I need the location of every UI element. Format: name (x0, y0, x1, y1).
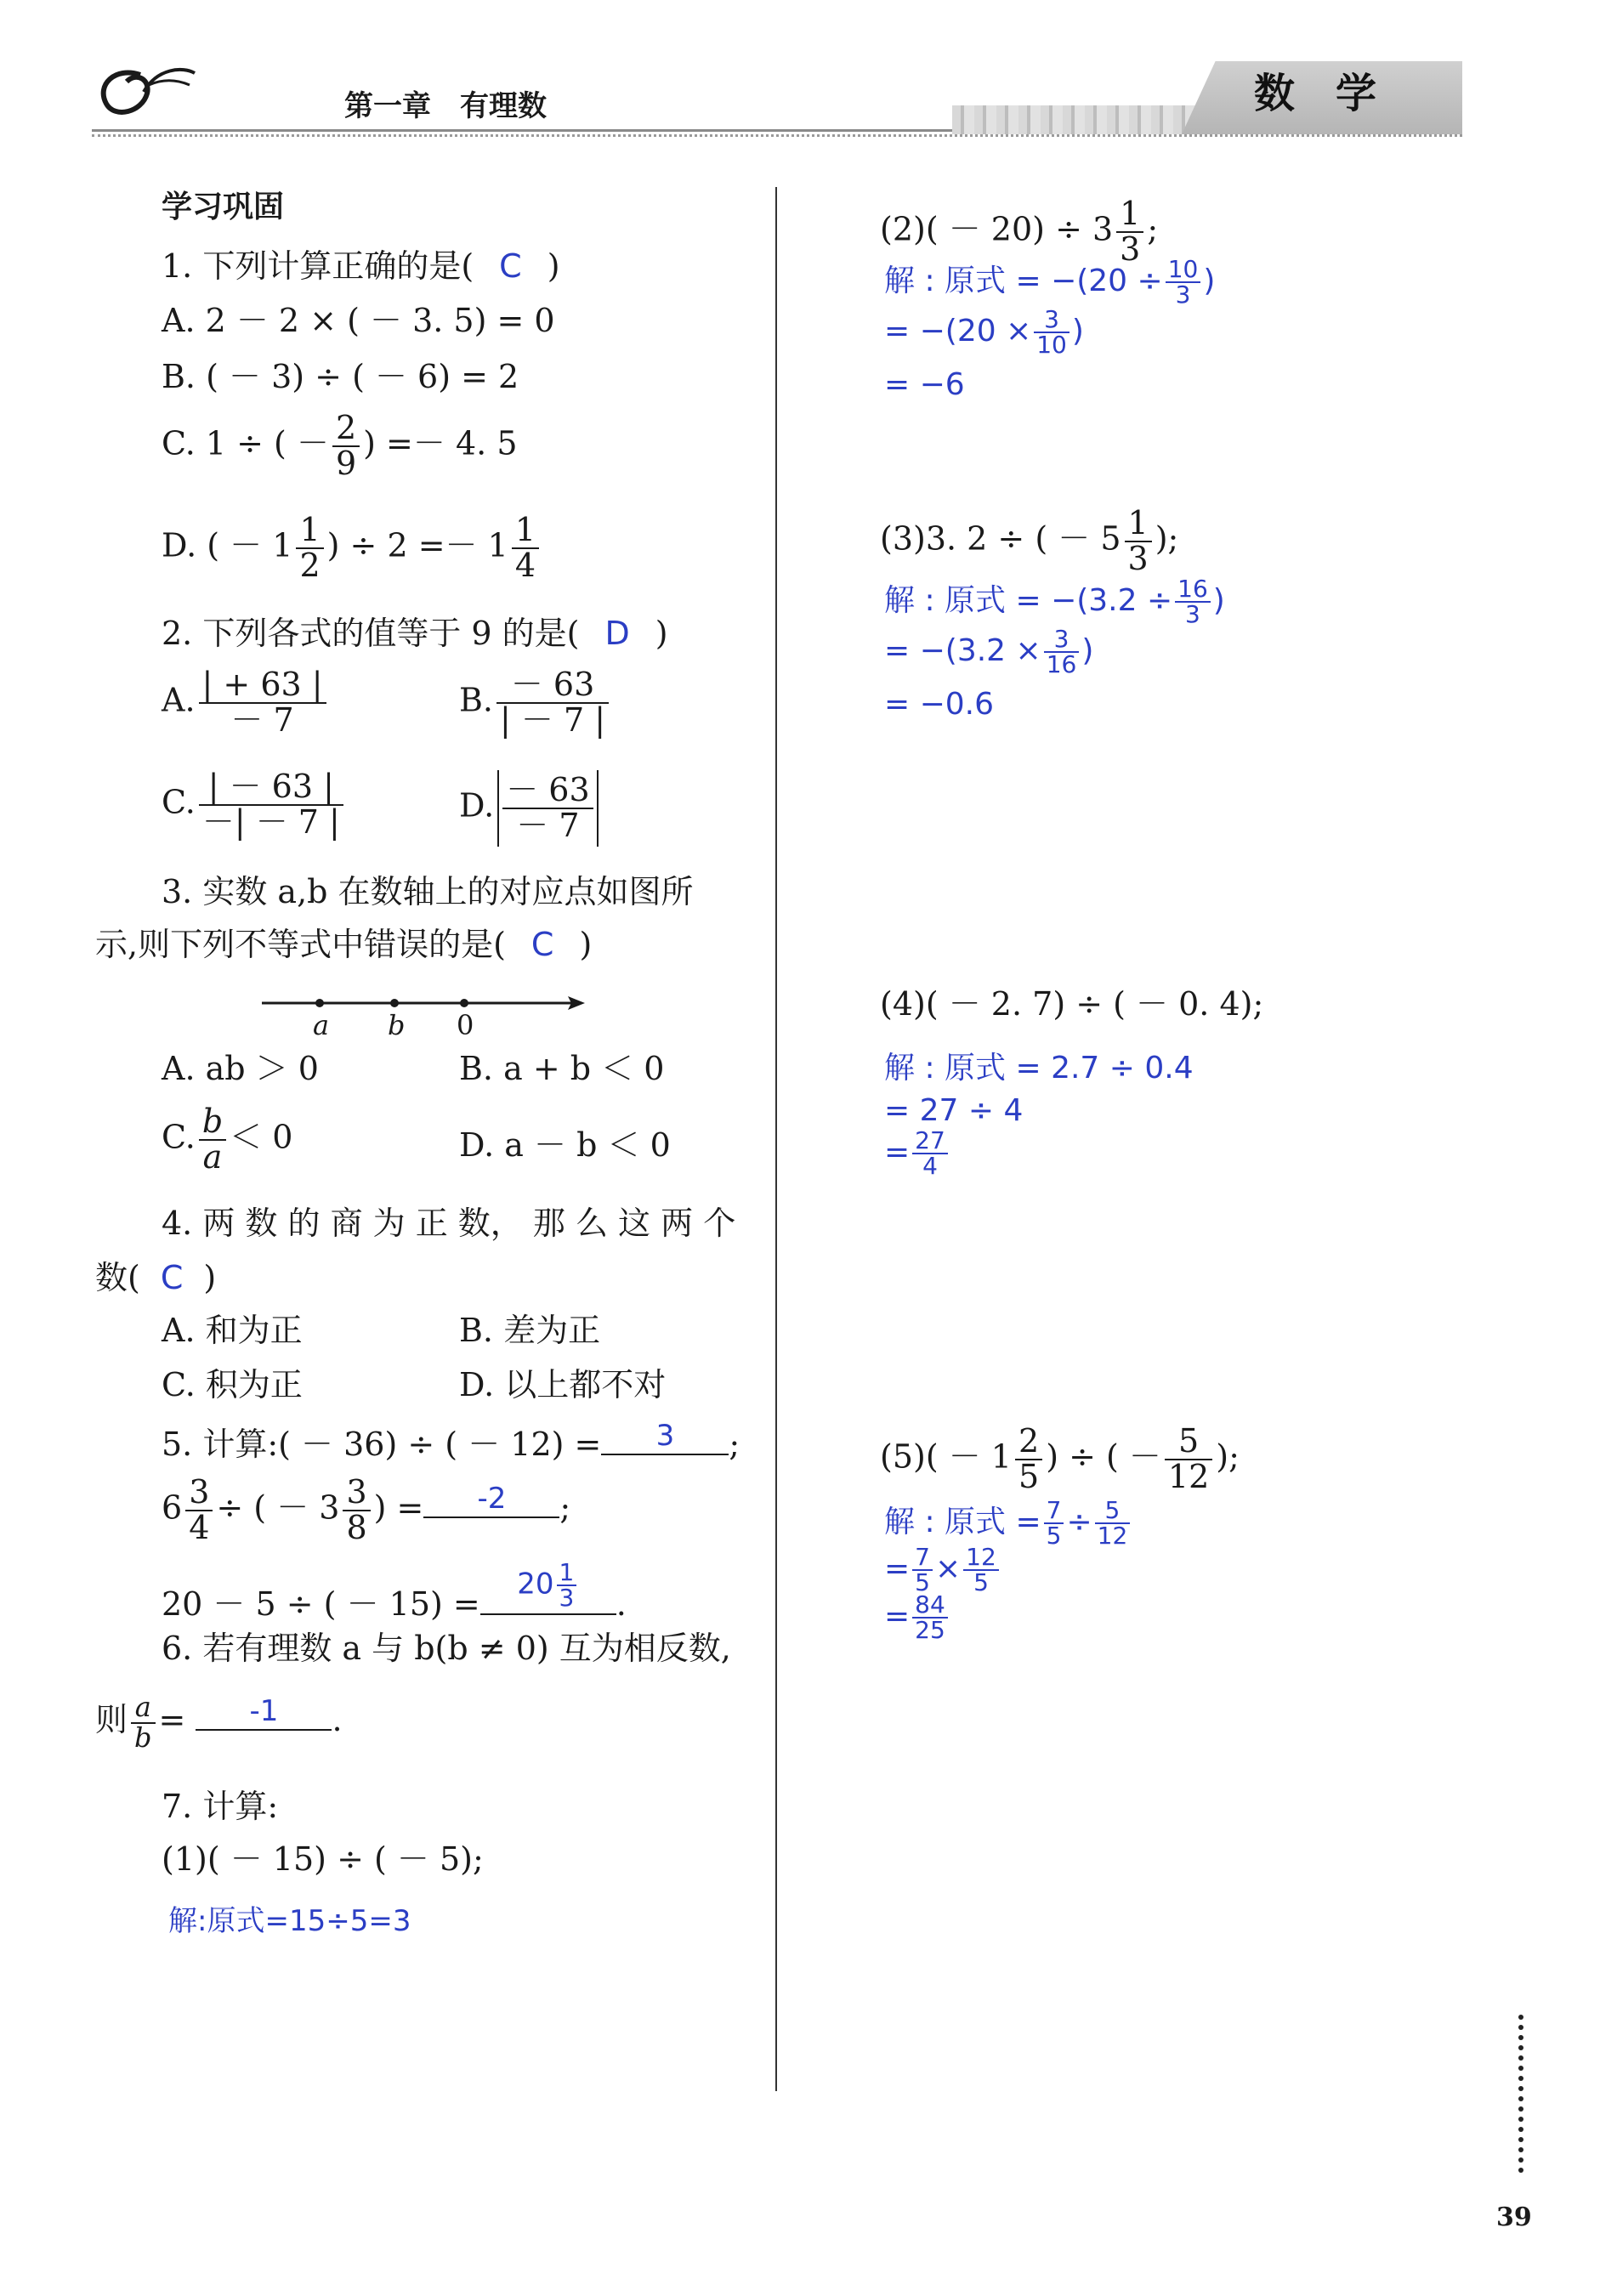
q2-stem: 2. 下列各式的值等于 9 的是( D ) (162, 615, 668, 652)
q7-part4-solution-line2: = 27 ÷ 4 (884, 1093, 1024, 1128)
q2-answer: D (604, 615, 630, 652)
q7-part2: (2)( － 20) ÷ 3 $\frac{1}{3}$ ; (880, 195, 1159, 268)
chapter-title: 第一章 有理数 (344, 89, 547, 123)
q7-part3-solution-line1: 解 : 原式 = −(3.2 ÷ $\frac{16}{3}$ ) (884, 575, 1225, 628)
number-line-label-b: b (388, 1009, 406, 1041)
q5-line3: 20 － 5 ÷ ( － 15) = 20 $\frac{1}{3}$ . (162, 1558, 627, 1623)
q7-part3: (3)3. 2 ÷ ( － 5 $\frac{1}{3}$ ); (880, 504, 1179, 577)
q7-part2-solution-line1: 解 : 原式 = −(20 ÷ $\frac{10}{3}$ ) (884, 255, 1216, 309)
q5-blank-1[interactable]: 3 (601, 1421, 729, 1455)
q7-part4-solution-line3: = $\frac{27}{4}$ (884, 1129, 950, 1178)
q2-option-d: D. $\frac{- 63}{- 7}$ (459, 770, 602, 847)
q2-option-c: C. $\frac{| - 63 |}{-| - 7 |}$ (162, 770, 347, 840)
q7-part3-solution-line2: = −(3.2 × $\frac{3}{16}$ ) (884, 625, 1094, 678)
q4-option-b: B. 差为正 (459, 1312, 601, 1349)
q1-option-a: A. 2 － 2 × ( － 3. 5) = 0 (162, 302, 555, 339)
q7-part5-solution-line1: 解 : 原式 = $\frac{7}{5}$ ÷ $\frac{5}{12}$ (884, 1498, 1132, 1548)
q4-option-a: A. 和为正 (162, 1312, 303, 1349)
footer-dots (1518, 2015, 1527, 2185)
q3-stem-line1: 3. 实数 a,b 在数轴上的对应点如图所 (162, 873, 694, 910)
q2-option-a: A. $\frac{| + 63 |}{- 7}$ (162, 668, 330, 738)
number-line-label-0: 0 (457, 1009, 474, 1041)
q7-part1-solution: 解:原式=15÷5=3 (168, 1904, 411, 1938)
q3-option-b: B. a + b ＜ 0 (459, 1050, 665, 1087)
page-number: 39 (1496, 2202, 1532, 2232)
subject-label: 数 学 (1254, 70, 1377, 117)
q7-part2-solution-line3: = −6 (884, 367, 965, 402)
header (0, 0, 1617, 145)
q7-part1: (1)( － 15) ÷ ( － 5); (162, 1840, 484, 1878)
q2-option-b: B. $\frac{- 63}{| - 7 |}$ (459, 668, 612, 738)
q4-stem-line2: 数( C ) (95, 1259, 217, 1296)
q1-stem: 1. 下列计算正确的是( C ) (162, 247, 560, 285)
q1-option-c: C. 1 ÷ ( － $\frac{2}{9}$ ) =－ 4. 5 (162, 409, 518, 482)
q7-part5: (5)( － 1 $\frac{2}{5}$ ) ÷ ( － $\frac{5}{12}$ ); (880, 1422, 1240, 1495)
logo-swirl-icon (89, 60, 200, 128)
q7-stem: 7. 计算: (162, 1788, 279, 1825)
q7-part4-solution-line1: 解 : 原式 = 2.7 ÷ 0.4 (884, 1051, 1194, 1086)
q4-stem-line1: 4. 两 数 的 商 为 正 数， 那 么 这 两 个 (162, 1205, 736, 1242)
q7-part3-solution-line3: = −0.6 (884, 687, 995, 722)
q6-stem: 6. 若有理数 a 与 b(b ≠ 0) 互为相反数, (162, 1630, 731, 1667)
q1-answer: C (499, 247, 522, 285)
q4-option-d: D. 以上都不对 (459, 1366, 667, 1403)
section-title: 学习巩固 (162, 190, 285, 224)
number-line (255, 986, 587, 1046)
q3-option-a: A. ab ＞ 0 (162, 1050, 319, 1087)
q5-line2: 6 $\frac{3}{4}$ ÷ ( － 3 $\frac{3}{8}$ ) = -2 ; (162, 1473, 571, 1546)
q3-option-d: D. a － b ＜ 0 (459, 1126, 671, 1164)
column-divider (775, 187, 777, 2091)
q5-line1: 5. 计算:( － 36) ÷ ( － 12) = 3 ; (162, 1419, 740, 1463)
q5-blank-3[interactable]: 20 $\frac{1}{3}$ (480, 1576, 616, 1615)
q6-line2: 则 $\frac{a}{b}$ = -1 . (95, 1691, 343, 1754)
q3-stem-line2: 示,则下列不等式中错误的是( C ) (95, 926, 593, 963)
q7-part2-solution-line2: = −(20 × $\frac{3}{10}$ ) (884, 305, 1084, 359)
q1-option-d: D. ( － 1 $\frac{1}{2}$ ) ÷ 2 =－ 1 $\frac{1}{4}$ (162, 513, 542, 583)
q6-blank[interactable]: -1 (196, 1697, 332, 1731)
q5-blank-2[interactable]: -2 (423, 1484, 559, 1518)
q4-option-c: C. 积为正 (162, 1366, 303, 1403)
header-dotted-rule (92, 134, 1462, 140)
q1-option-b: B. ( － 3) ÷ ( － 6) = 2 (162, 358, 519, 395)
q7-part4: (4)( － 2. 7) ÷ ( － 0. 4); (880, 985, 1264, 1023)
q4-answer: C (160, 1259, 184, 1296)
q3-option-c: C. $\frac{b}{a}$ ＜ 0 (162, 1103, 293, 1176)
q3-answer: C (530, 926, 554, 963)
q7-part5-solution-line2: = $\frac{7}{5}$ × $\frac{12}{5}$ (884, 1545, 1001, 1595)
number-line-label-a: a (313, 1009, 330, 1041)
q7-part5-solution-line3: = $\frac{84}{25}$ (884, 1593, 950, 1642)
